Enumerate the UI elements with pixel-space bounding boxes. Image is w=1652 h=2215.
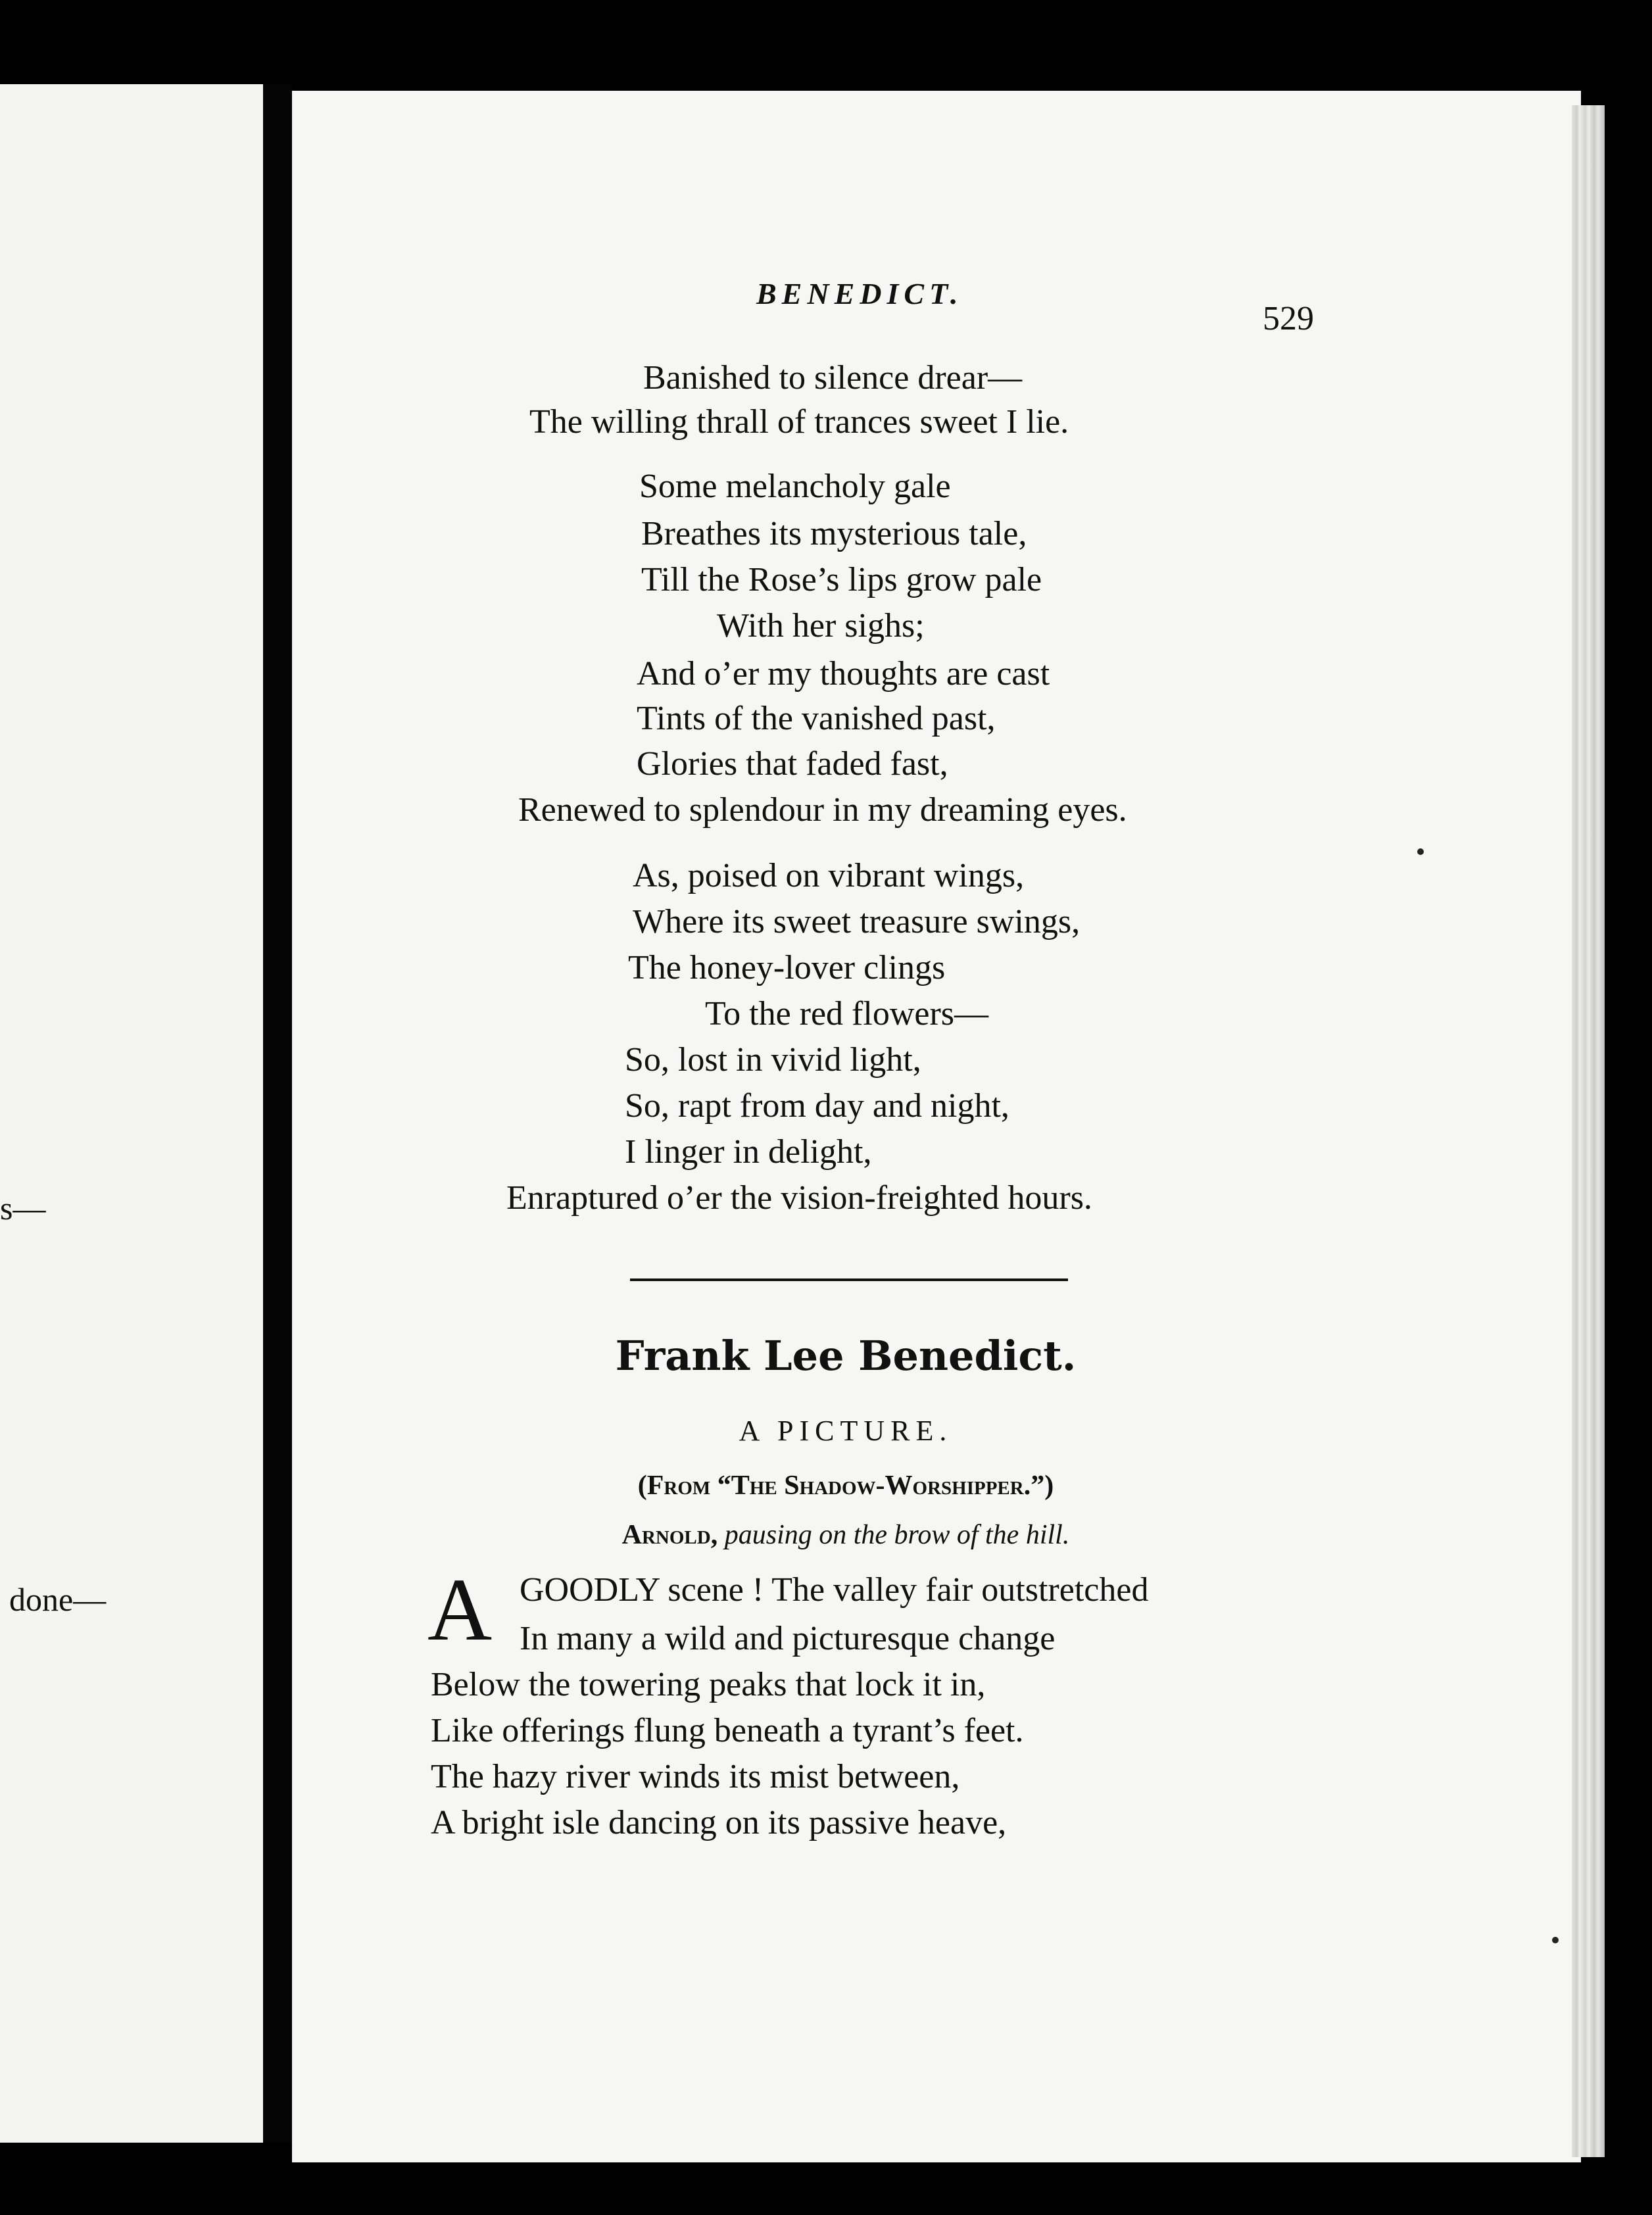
ink-speck: [1552, 1937, 1559, 1943]
main-page: [292, 91, 1581, 2162]
poem-line: Breathes its mysterious tale,: [641, 515, 1027, 552]
left-page-fragment: done—: [9, 1581, 107, 1618]
poem-line: To the red flowers—: [705, 995, 989, 1033]
stage-direction: [0, 1519, 1652, 1551]
poem-line: Banished to silence drear—: [643, 359, 1023, 397]
poem-line: Glories that faded fast,: [637, 745, 948, 783]
ink-speck: [1417, 848, 1424, 855]
stage-direction-text: pausing on the brow of the hill.: [724, 1520, 1070, 1550]
poem-line: GOODLY scene ! The valley fair outstretched: [520, 1571, 1149, 1609]
source-line: (From “The Shadow-Worshipper.”): [637, 1471, 1054, 1501]
poem-line: The honey-lover clings: [628, 949, 946, 986]
poem-line: So, rapt from day and night,: [625, 1087, 1009, 1125]
poem-line: Renewed to splendour in my dreaming eyes.: [518, 791, 1127, 829]
poem-line: Tints of the vanished past,: [637, 700, 996, 737]
page-gutter: [263, 84, 292, 2143]
page-number: 529: [1263, 300, 1314, 337]
poem-title: A PICTURE.: [739, 1415, 953, 1447]
poem-line: A bright isle dancing on its passive heave,: [431, 1804, 1007, 1841]
running-head: BENEDICT.: [756, 277, 963, 310]
left-page: [0, 84, 266, 2143]
page-edges: [1572, 105, 1605, 2157]
poem-line: Till the Rose’s lips grow pale: [641, 561, 1042, 598]
poem-line: The willing thrall of trances sweet I lie.: [529, 403, 1069, 441]
poem-line: Enraptured o’er the vision-freighted hours.: [506, 1179, 1092, 1217]
poem-line: As, poised on vibrant wings,: [633, 857, 1025, 894]
author-heading: Frank Lee Benedict.: [615, 1332, 1077, 1380]
poem-line: I linger in delight,: [625, 1133, 872, 1171]
poem-line: Some melancholy gale: [639, 468, 951, 505]
drop-cap: A: [427, 1561, 493, 1659]
poem-line: In many a wild and picturesque change: [520, 1620, 1056, 1657]
poem-line: So, lost in vivid light,: [625, 1041, 921, 1079]
poem-line: Below the towering peaks that lock it in,: [431, 1666, 986, 1703]
poem-line: With her sighs;: [717, 607, 925, 645]
poem-line: Where its sweet treasure swings,: [633, 903, 1081, 940]
section-divider: [630, 1278, 1068, 1281]
poem-line: And o’er my thoughts are cast: [637, 655, 1050, 693]
left-page-fragment: s—: [0, 1190, 46, 1227]
speaker-name: Arnold,: [621, 1520, 718, 1550]
poem-line: The hazy river winds its mist between,: [431, 1758, 960, 1795]
poem-line: Like offerings flung beneath a tyrant’s feet.: [431, 1712, 1024, 1749]
